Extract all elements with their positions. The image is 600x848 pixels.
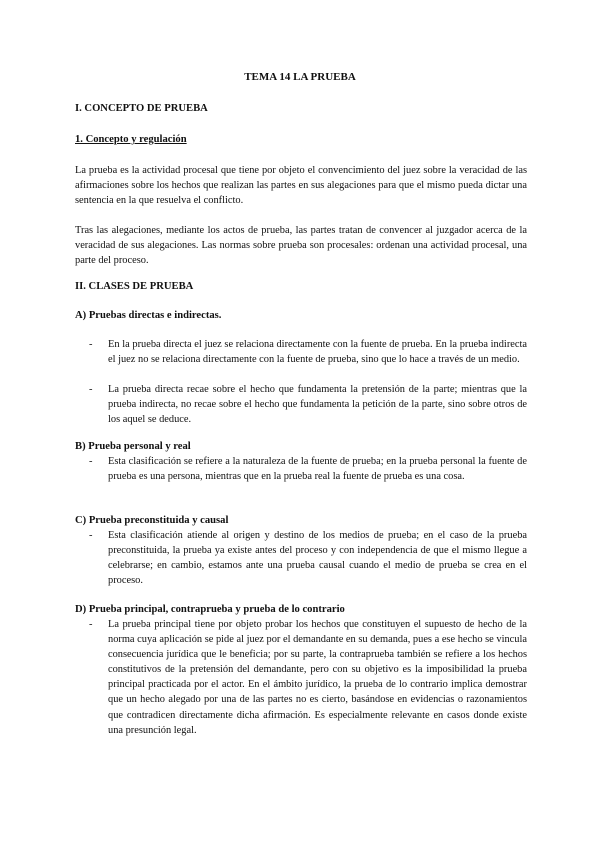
list-item — [89, 454, 527, 484]
bullet-marker: - — [89, 619, 93, 630]
bullet-marker: - — [89, 456, 93, 467]
paragraph-definicion-prueba: La prueba es la actividad procesal que tiene por objeto el convencimiento del juez sobre la veracidad de las afirmaciones sobre los hechos que realizan las partes en sus alegaciones para que el mismo pueda dictar una sentencia en la que resuelva el conflicto. — [75, 165, 527, 207]
document-title: TEMA 14 LA PRUEBA — [244, 71, 356, 83]
class-heading-directas-indirectas: A) Pruebas directas e indirectas. — [75, 310, 222, 321]
bullet-marker: - — [89, 530, 93, 541]
class-heading-principal-contraprueba: D) Prueba principal, contraprueba y prueba de lo contrario — [75, 604, 345, 615]
list-item — [89, 337, 527, 367]
bullet-marker: - — [89, 384, 93, 395]
list-item — [89, 617, 527, 738]
class-heading-preconstituida-causal: C) Prueba preconstituida y causal — [75, 515, 229, 526]
bullet-marker: - — [89, 339, 93, 350]
section-heading-clases: II. CLASES DE PRUEBA — [75, 281, 194, 292]
list-item — [89, 382, 527, 427]
list-item-text: Esta clasificación se refiere a la naturaleza de la fuente de prueba; en la prueba personal la fuente de prueba es una persona, mientras que en la prueba real la fuente de prueba es una cosa. — [108, 456, 527, 483]
list-item-text: La prueba principal tiene por objeto probar los hechos que constituyen el supuesto de hecho de la norma cuya aplicación se pide al juez por el demandante en su demanda, pues a ese hecho se vincula consecuencia jurídica que le beneficia; por su parte, la contraprueba también se refiere a los hechos constitutivos de la pretensión del demandante, pero con su objetivo es la imposibilidad la prueba principal practicada por el actor. En el ámbito jurídico, la prueba de lo contrario implica demostrar que un hecho alegado por una de las partes no es cierto, basándose en evidencias o razonamientos que contradicen directamente dicha afirmación. Es especialmente relevante en casos donde existe una presunción legal. — [108, 619, 527, 736]
list-item — [89, 528, 527, 588]
list-item-text: En la prueba directa el juez se relaciona directamente con la fuente de prueba. En la prueba indirecta el juez no se relaciona directamente con la fuente de prueba, sino que lo hace a través de un medio. — [108, 339, 527, 366]
list-item-text: La prueba directa recae sobre el hecho que fundamenta la pretensión de la parte; mientras que la prueba indirecta, no recae sobre el hecho que fundamenta la petición de la parte, sino sobre otros de los aquel se deduce. — [108, 384, 527, 426]
paragraph-actos-prueba: Tras las alegaciones, mediante los actos de prueba, las partes tratan de convencer al juzgador acerca de la veracidad de sus alegaciones. Las normas sobre prueba son procesales: ordenan una actividad procesal, una parte del proceso. — [75, 225, 527, 267]
class-heading-personal-real: B) Prueba personal y real — [75, 441, 191, 452]
subsection-heading-concepto-regulacion: 1. Concepto y regulación — [75, 134, 187, 145]
section-heading-concepto: I. CONCEPTO DE PRUEBA — [75, 103, 208, 114]
list-item-text: Esta clasificación atiende al origen y destino de los medios de prueba; en el caso de la prueba preconstituida, la prueba ya existe antes del proceso y con independencia de que el mismo llegue a celebrarse; en cambio, estamos ante una prueba causal cuando el medio de prueba se crea en el proceso. — [108, 530, 527, 587]
